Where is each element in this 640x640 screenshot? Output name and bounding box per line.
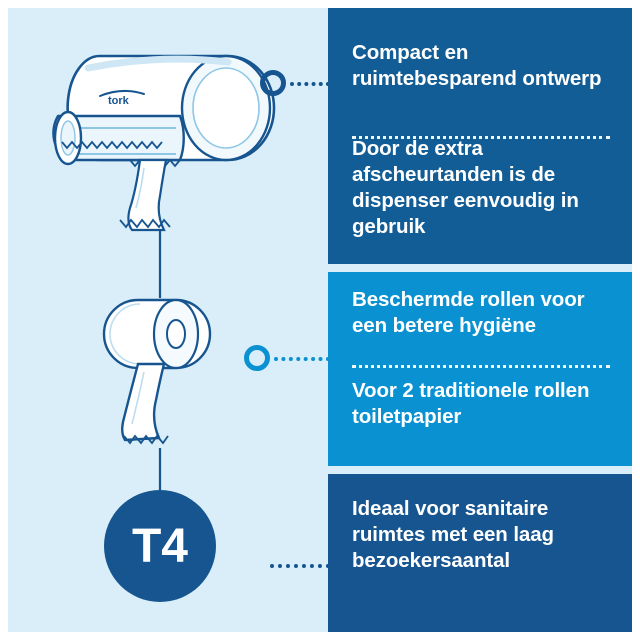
panel-usage-item-1-text: Ideaal voor sanitaire ruimtes met een laag bezoekersaantal — [352, 496, 554, 573]
panel-hygiene-item-2-text: Voor 2 traditionele rollen toiletpapier — [352, 378, 590, 428]
connector-dots-3 — [270, 564, 330, 568]
t4-badge — [104, 490, 216, 602]
panel-usage — [328, 474, 632, 632]
panel-compact-item-1-text: Compact en ruimtebesparend ontwerp — [352, 40, 602, 90]
connector-ring-2 — [244, 345, 270, 371]
t4-badge-label: T4 — [131, 519, 188, 573]
connector-dots-1 — [290, 82, 330, 86]
connector-ring-1 — [260, 70, 286, 96]
toilet-roll-graphic — [104, 300, 210, 443]
panel-usage-item-1 — [328, 474, 632, 596]
connector-ring-3 — [240, 552, 266, 578]
dispenser-graphic — [53, 56, 274, 230]
panel-hygiene — [328, 272, 632, 466]
panel-compact-item-2 — [328, 124, 632, 252]
panel-hygiene-item-2 — [328, 354, 632, 454]
panel-compact-item-2-text: Door de extra afscheurtanden is de dispenser eenvoudig in gebruik — [352, 136, 579, 239]
panel-compact-item-1 — [328, 8, 632, 124]
svg-text:tork: tork — [108, 95, 129, 107]
infographic-canvas — [8, 8, 632, 632]
connector-dots-2 — [274, 357, 330, 361]
panel-hygiene-item-1-text: Beschermde rollen voor een betere hygiëne — [352, 287, 585, 337]
panel-hygiene-divider — [352, 365, 610, 368]
panel-hygiene-item-1 — [328, 272, 632, 354]
panel-compact-divider — [352, 136, 610, 139]
